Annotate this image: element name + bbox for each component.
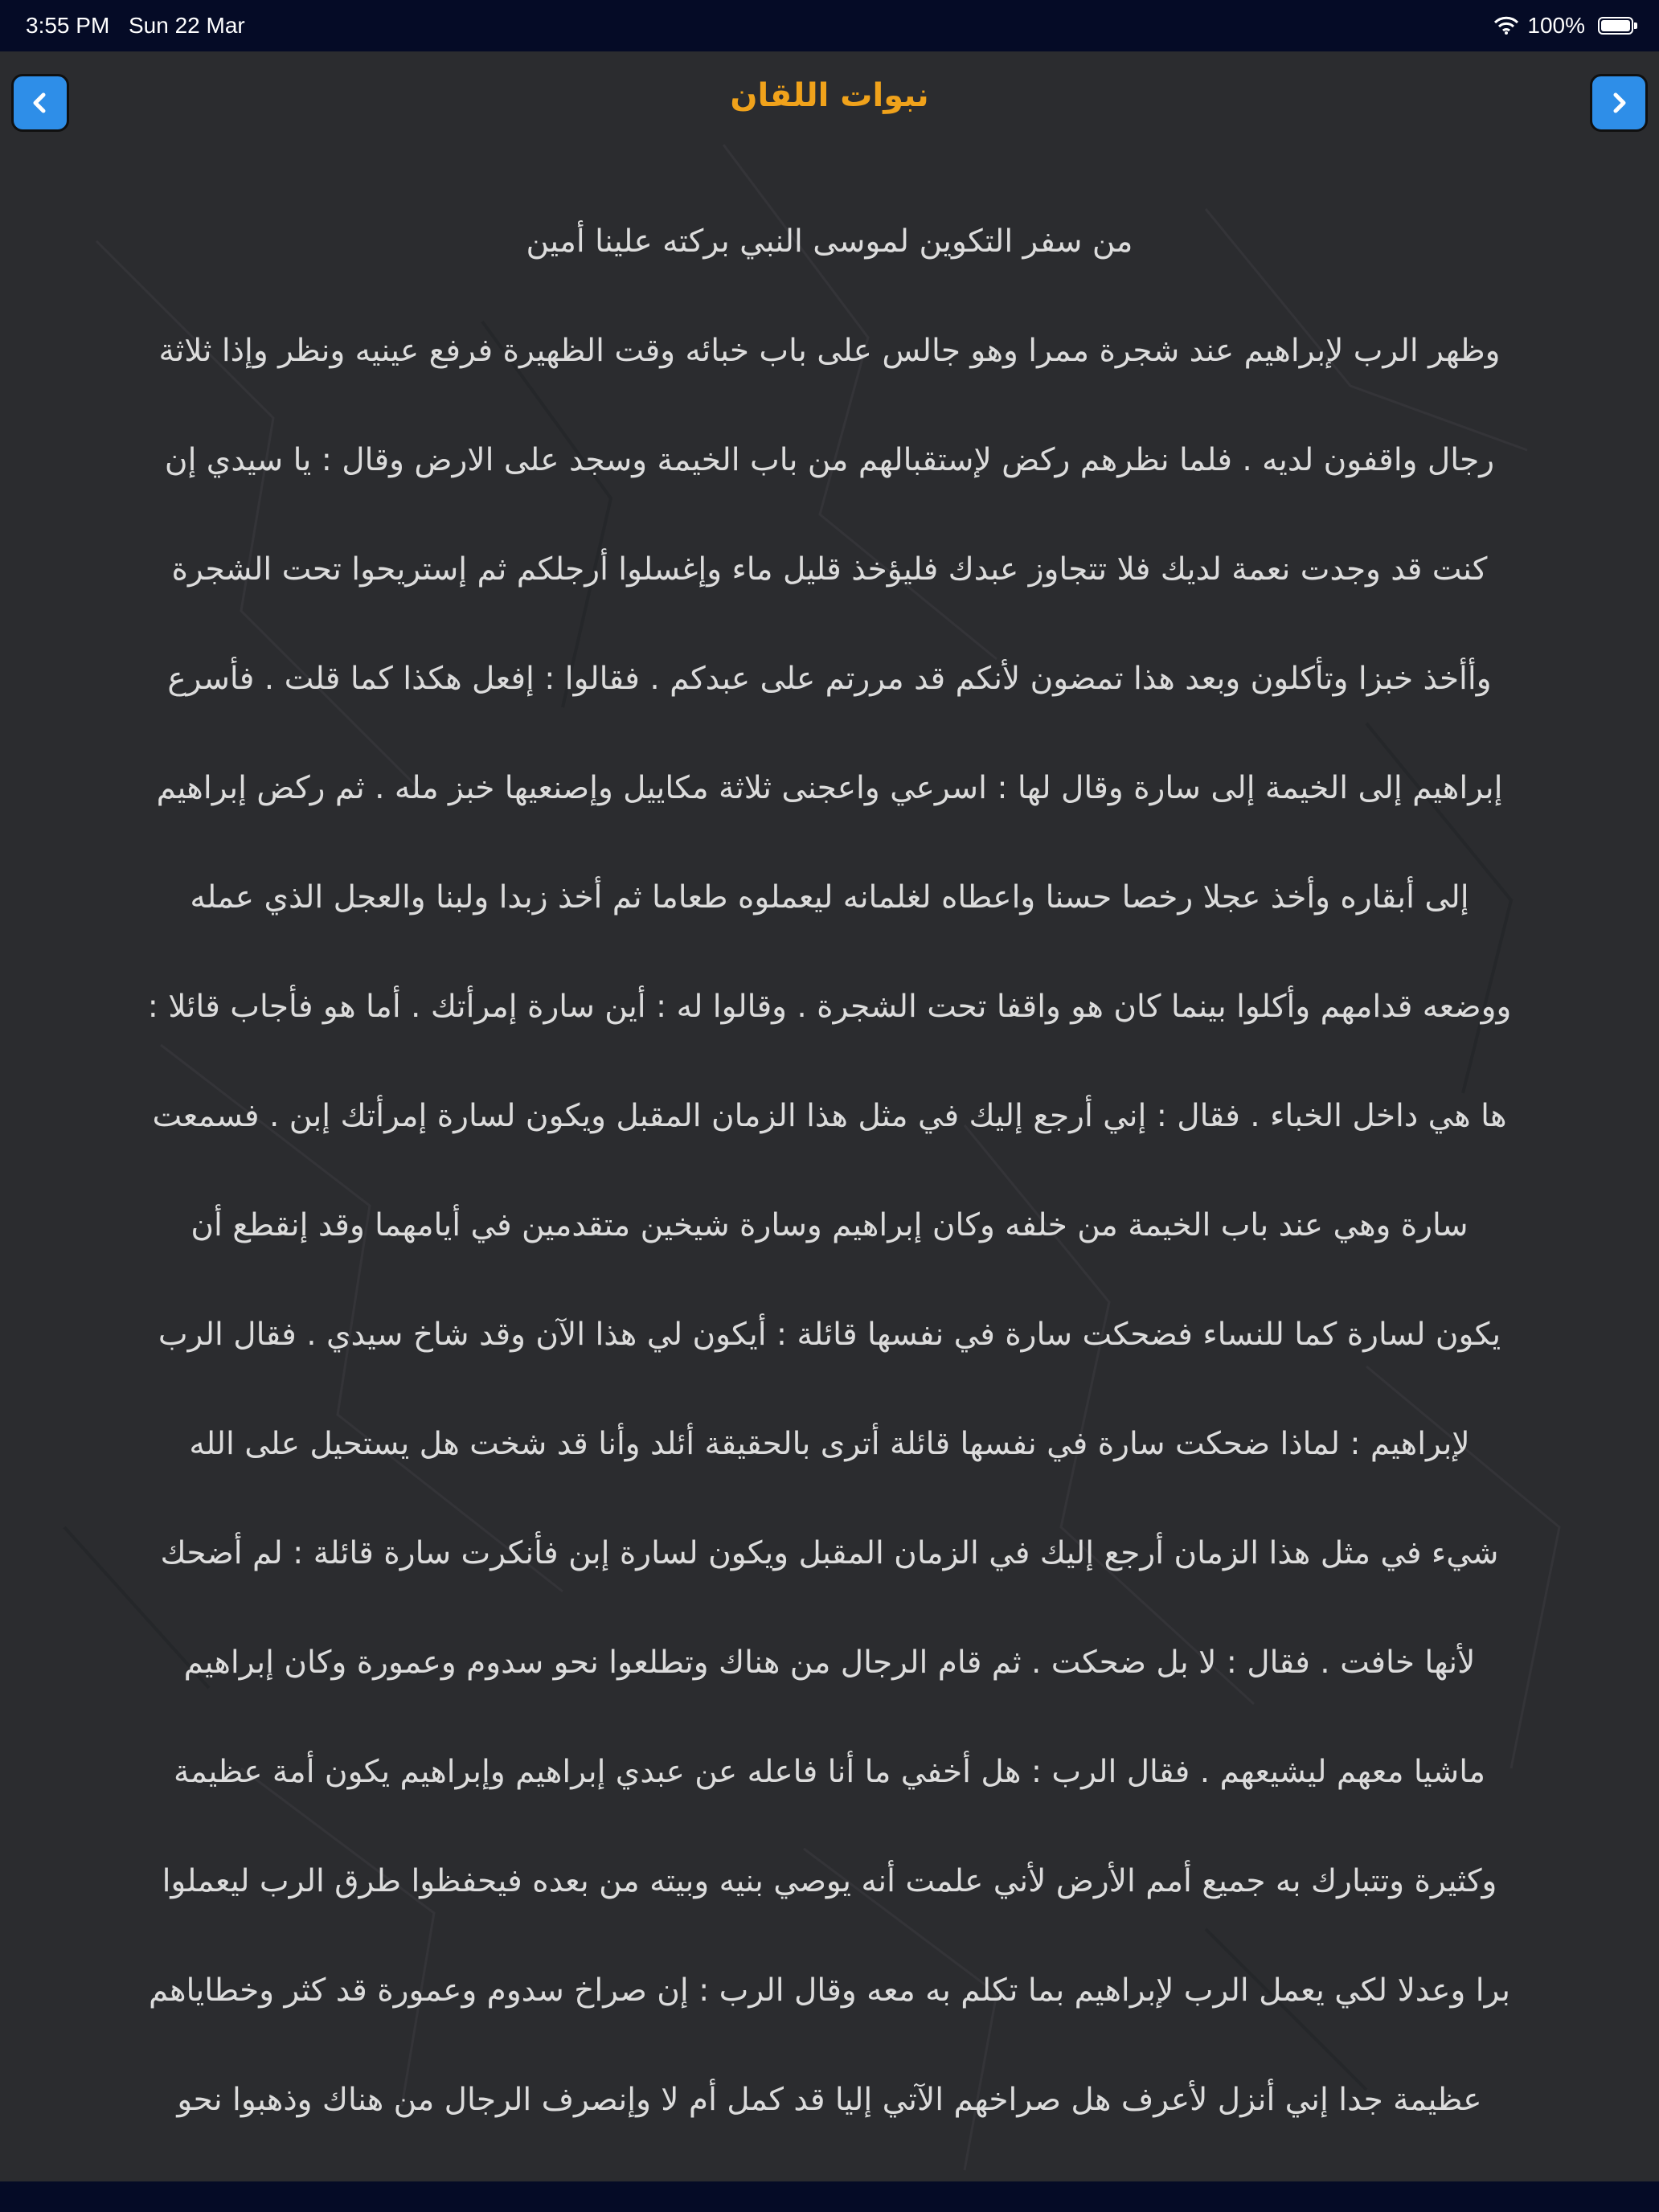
text-line: عظيمة جدا إني أنزل لأعرف هل صراخهم الآتي إليا قد كمل أم لا وإنصرف الرجال من هناك وذهبوا نحو <box>177 2082 1482 2118</box>
page-title: نبوات اللقان <box>730 77 929 114</box>
chevron-right-icon <box>1603 87 1635 119</box>
battery-icon <box>1598 17 1633 35</box>
text-line: لإبراهيم : لماذا ضحكت سارة في نفسها قائلة أترى بالحقيقة أئلد وأنا قد شخت هل يستحيل على الله <box>189 1426 1470 1462</box>
text-line: شيء في مثل هذا الزمان أرجع إليك في الزمان المقبل ويكون لسارة إبن فأنكرت سارة قائلة : لم أضحك <box>160 1535 1499 1571</box>
reading-text <box>32 198 1627 2165</box>
text-line: لأنها خافت . فقال : لا بل ضحكت . ثم قام الرجال من هناك وتطلعوا نحو سدوم وعمورة وكان إبراهيم <box>183 1645 1476 1681</box>
text-line: ووضعه قدامهم وأكلوا بينما كان هو واقفا تحت الشجرة . وقالوا له : أين سارة إمرأتك . أما هو فأجاب قائلا : <box>147 989 1512 1025</box>
battery-fill <box>1601 20 1630 31</box>
text-line: رجال واقفون لديه . فلما نظرهم ركض لإستقبالهم من باب الخيمة وسجد على الارض وقال : يا سيدي إن <box>164 442 1495 478</box>
battery-tip <box>1634 23 1637 29</box>
bottom-bar <box>0 2181 1659 2212</box>
wifi-icon <box>1493 16 1519 35</box>
text-line: وكثيرة وتتبارك به جميع أمم الأرض لأني علمت أنه يوصي بنيه وبيته من بعده فيحفظوا طرق الرب ليعملوا <box>162 1863 1497 1899</box>
status-bar <box>0 0 1659 51</box>
text-heading: من سفر التكوين لموسى النبي بركته علينا أمين <box>526 223 1133 260</box>
text-line: إلى أبقاره وأخذ عجلا رخصا حسنا واعطاه لغلمانه ليعملوه طعاما ثم أخذ زبدا ولبنا والعجل الذي عمله <box>190 879 1469 916</box>
next-button[interactable] <box>1590 74 1648 132</box>
text-line: وأأخذ خبزا وتأكلون وبعد هذا تمضون لأنكم قد مررتم على عبدكم . فقالوا : إفعل هكذا كما قلت . فأسرع <box>167 661 1492 697</box>
text-line: برا وعدلا لكي يعمل الرب لإبراهيم بما تكلم به معه وقال الرب : إن صراخ سدوم وعمورة قد كثر وخطاياهم <box>148 1972 1510 2009</box>
text-line: كنت قد وجدت نعمة لديك فلا تتجاوز عبدك فليؤخذ قليل ماء وإغسلوا أرجلكم ثم إستريحوا تحت الشجرة <box>171 551 1488 588</box>
text-line: وظهر الرب لإبراهيم عند شجرة ممرا وهو جالس على باب خبائه وقت الظهيرة فرفع عينيه ونظر وإذا ثلاثة <box>158 333 1501 369</box>
text-line: يكون لسارة كما للنساء فضحكت سارة في نفسها قائلة : أيكون لي هذا الآن وقد شاخ سيدي . فقال الرب <box>158 1317 1501 1353</box>
status-time: 3:55 PM <box>26 13 110 38</box>
status-indicators <box>1493 10 1633 42</box>
text-line: سارة وهي عند باب الخيمة من خلفه وكان إبراهيم وسارة شيخين متقدمين في أيامهما وقد إنقطع أن <box>190 1207 1469 1243</box>
text-line: ها هي داخل الخباء . فقال : إني أرجع إليك في مثل هذا الزمان المقبل ويكون لسارة إمرأتك إبن . فسمعت <box>152 1098 1507 1134</box>
navigation-bar <box>0 51 1659 148</box>
text-line: ماشيا معهم ليشيعهم . فقال الرب : هل أخفي ما أنا فاعله عن عبدي إبراهيم وإبراهيم يكون أمة عظيمة <box>174 1754 1485 1790</box>
status-date: Sun 22 Mar <box>129 13 245 38</box>
battery-percentage: 100% <box>1527 13 1585 38</box>
text-line: إبراهيم إلى الخيمة إلى سارة وقال لها : اسرعي واعجنى ثلاثة مكاييل وإصنعيها خبز مله . ثم ركض إبراهيم <box>156 770 1503 806</box>
